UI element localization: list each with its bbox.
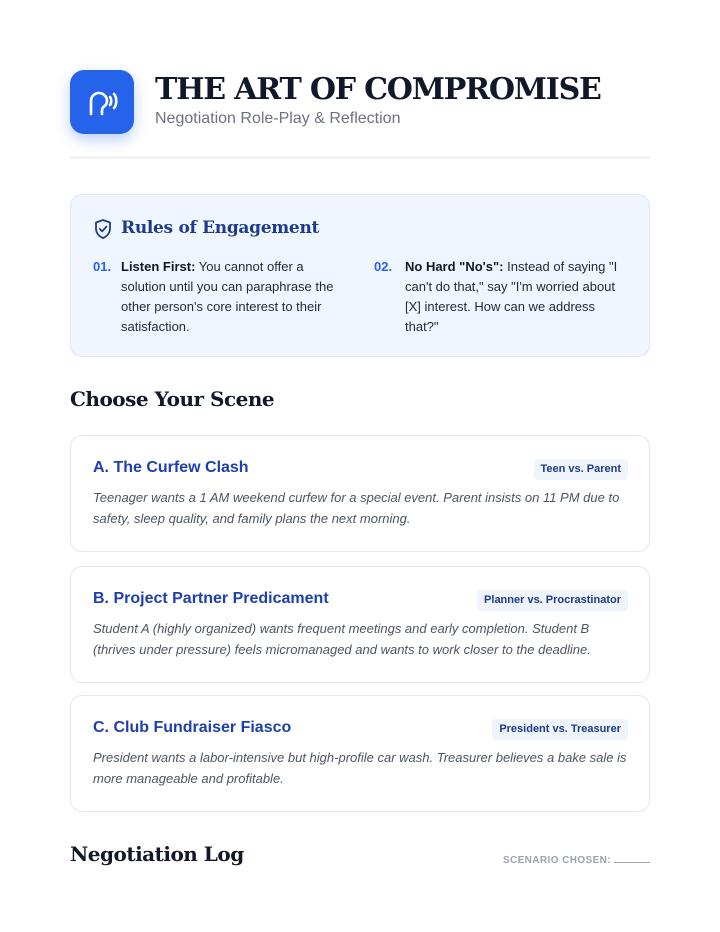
scene-description: Teenager wants a 1 AM weekend curfew for a special event. Parent insists on 11 PM due to safety, sleep quality, and family plans the next morning. [93, 490, 620, 526]
rules-title: Rules of Engagement [121, 218, 320, 238]
scene-card-title: B. Project Partner Predicament [93, 590, 329, 607]
scenario-chosen-field[interactable] [503, 855, 650, 866]
page-subtitle: Negotiation Role-Play & Reflection [155, 110, 401, 127]
log-section-title: Negotiation Log [70, 842, 244, 866]
scene-role-badge: President vs. Treasurer [492, 719, 628, 740]
rule-number: 02. [374, 259, 393, 274]
rule-text-block [121, 257, 343, 337]
scene-description: President wants a labor-intensive but high-profile car wash. Treasurer believes a bake sale is more manageable and profitable. [93, 750, 627, 786]
scene-role-badge: Planner vs. Procrastinator [477, 590, 628, 611]
scenario-chosen-label: SCENARIO CHOSEN: [502, 855, 611, 866]
scene-role-badge: Teen vs. Parent [534, 459, 629, 480]
rule-label: No Hard "No's": [405, 259, 504, 274]
header-divider [70, 156, 650, 159]
rule-text: You cannot offer a solution until you can paraphrase the other person's core interest to their satisfaction. [121, 259, 334, 334]
page-title: THE ART OF COMPROMISE [155, 72, 601, 107]
scene-card-title: C. Club Fundraiser Fiasco [93, 719, 292, 736]
rules-panel [70, 194, 650, 357]
rule-text: Instead of saying "I can't do that," say "I'm worried about [X] interest. How can we address that?" [405, 259, 618, 334]
page-header [70, 70, 650, 158]
scenario-blank-line[interactable] [614, 855, 650, 863]
logo [70, 70, 134, 134]
scene-card-c[interactable] [70, 695, 650, 812]
scene-description: Student A (highly organized) wants frequent meetings and early completion. Student B (thrives under pressure) feels micromanaged and wants to work closer to the deadline. [93, 621, 591, 657]
rule-number: 01. [93, 259, 112, 274]
scene-section-title: Choose Your Scene [70, 387, 275, 411]
rule-label: Listen First: [121, 259, 196, 274]
scene-card-title: A. The Curfew Clash [93, 459, 249, 476]
scene-card-a[interactable] [70, 435, 650, 552]
scene-card-b[interactable] [70, 566, 650, 683]
rule-text-block [405, 257, 629, 337]
